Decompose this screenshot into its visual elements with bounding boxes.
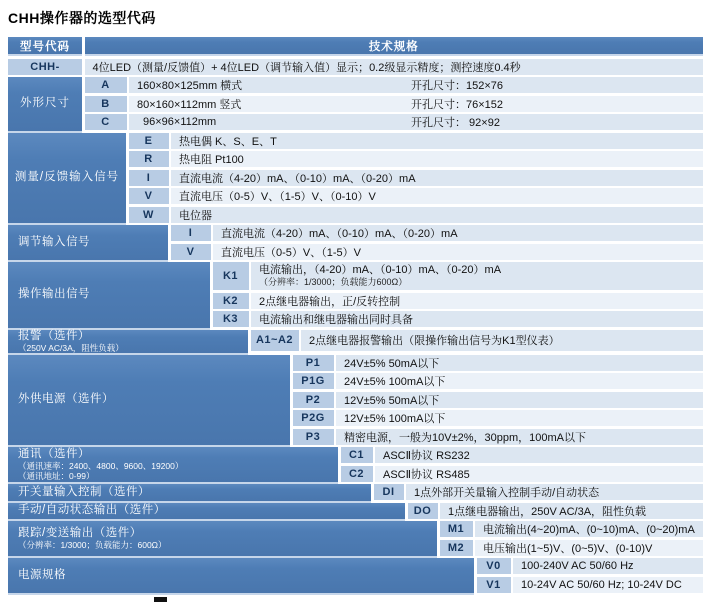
cutout-size-text: 开孔尺寸：152×76: [411, 80, 504, 92]
spec-cell: [129, 77, 703, 93]
category-cell: 调节输入信号: [8, 225, 168, 262]
category-cell: [8, 521, 437, 558]
table-row: [213, 262, 704, 290]
code-cell: V0: [477, 558, 511, 574]
table-row: [440, 540, 704, 556]
spec-cell: 直流电压（0-5）V、（1-5）V: [213, 244, 703, 260]
category-cell: 外供电源（选件）: [8, 355, 290, 448]
table-row: [129, 151, 704, 167]
section-operate-output: [8, 262, 703, 330]
spec-cell: 电流输出和继电器输出同时具备: [251, 311, 703, 327]
table-row-chh: [8, 59, 703, 75]
table-row: [129, 133, 704, 149]
table-row: [85, 77, 704, 93]
spec-cell: 直流电流（4-20）mA、（0-10）mA、（0-20）mA: [171, 170, 703, 186]
table-row: [293, 373, 704, 389]
code-cell: A: [85, 77, 127, 93]
code-cell: C: [85, 114, 127, 130]
code-cell: E: [129, 133, 169, 149]
code-cell: C1: [341, 447, 373, 463]
table-row: [477, 558, 704, 574]
section-track-output: [8, 521, 703, 558]
code-cell: I: [171, 225, 211, 241]
table-row: [477, 577, 704, 593]
spec-cell: 热电偶 K、S、E、T: [171, 133, 703, 149]
section-measure-input: [8, 133, 703, 226]
code-cell: P1G: [293, 373, 334, 389]
table-row: [129, 188, 704, 204]
spec-cell: 精密电源，一般为10V±2%，30ppm，100mA以下: [336, 429, 703, 445]
table-row: [341, 466, 704, 482]
spec-cell: [251, 262, 703, 290]
category-cell: 手动/自动状态输出（选件）: [8, 503, 405, 522]
section-comm: [8, 447, 703, 484]
section-manual-auto-output: [8, 503, 703, 522]
spec-text: 电流输出，（4-20）mA、（0-10）mA、（0-20）mA: [259, 264, 502, 276]
table-row: [129, 207, 704, 223]
section-power: [8, 558, 703, 595]
category-sublabel: （通讯地址：0-99）: [18, 471, 95, 481]
table-row: [213, 311, 704, 327]
category-sublabel: （250V AC/3A，阻性负载）: [18, 342, 124, 353]
code-cell: I: [129, 170, 169, 186]
spec-cell: ASCⅡ协议 RS232: [375, 447, 703, 463]
category-cell: [8, 447, 338, 484]
page-title: CHH操作器的选型代码: [8, 10, 156, 26]
selection-code-table: [8, 37, 703, 595]
spec-text: 80×160×112mm 竖式: [137, 98, 242, 111]
table-row: [171, 244, 704, 260]
code-cell: C2: [341, 466, 373, 482]
code-cell: M2: [440, 540, 473, 556]
header-tech-spec-cell: 技术规格: [85, 37, 704, 56]
code-cell: R: [129, 151, 169, 167]
section-adjust-input: [8, 225, 703, 262]
spec-text: 96×96×112mm: [143, 116, 217, 128]
spec-cell: 12V±5% 50mA以下: [336, 392, 703, 408]
code-cell: P3: [293, 429, 334, 445]
table-row: [129, 170, 704, 186]
category-cell: 测量/反馈输入信号: [8, 133, 126, 226]
table-row: [293, 392, 704, 408]
table-row: [408, 503, 704, 519]
category-cell: 外形尺寸: [8, 77, 82, 133]
table-row: [293, 410, 704, 426]
section-alarm: [8, 330, 703, 355]
spec-cell: 电流输出(4~20)mA、(0~10)mA、(0~20)mA: [475, 521, 703, 537]
spec-cell: 24V±5% 50mA以下: [336, 355, 703, 371]
spec-cell: 12V±5% 100mA以下: [336, 410, 703, 426]
table-row: [85, 114, 704, 130]
code-cell: P1: [293, 355, 334, 371]
code-cell: K3: [213, 311, 249, 327]
table-row: [251, 330, 704, 352]
table-row: [213, 293, 704, 309]
spec-cell: 电压输出(1~5)V、(0~5)V、(0-10)V: [475, 540, 703, 556]
spec-cell: 1点外部开关量输入控制手动/自动状态: [406, 484, 703, 500]
spec-cell: 2点继电器报警输出（限操作输出信号为K1型仪表）: [301, 330, 703, 352]
code-cell: V1: [477, 577, 511, 593]
code-cell: P2: [293, 392, 334, 408]
spec-cell: 直流电压（0-5）V、（1-5）V、（0-10）V: [171, 188, 703, 204]
table-row: [341, 447, 704, 463]
code-cell: DO: [408, 503, 438, 519]
code-cell: A1~A2: [251, 330, 299, 352]
section-switch-input: [8, 484, 703, 503]
code-cell: B: [85, 96, 127, 112]
code-cell: P2G: [293, 410, 334, 426]
code-cell: K2: [213, 293, 249, 309]
table-row: [293, 355, 704, 371]
table-row: [293, 429, 704, 445]
code-cell: K1: [213, 262, 249, 290]
category-cell: 电源规格: [8, 558, 474, 595]
section-ext-power: [8, 355, 703, 448]
spec-cell: 24V±5% 100mA以下: [336, 373, 703, 389]
code-cell: DI: [374, 484, 404, 500]
cutoff-content-mark: [154, 597, 167, 602]
spec-subtext: （分辨率：1/3000；负载能力600Ω）: [259, 277, 408, 287]
spec-cell: 2点继电器输出，正/反转控制: [251, 293, 703, 309]
code-cell: M1: [440, 521, 473, 537]
spec-cell: ASCⅡ协议 RS485: [375, 466, 703, 482]
category-cell: 操作输出信号: [8, 262, 210, 330]
spec-cell: 1点继电器输出，250V AC/3A，阻性负载: [440, 503, 703, 519]
spec-cell: 直流电流（4-20）mA、（0-10）mA、（0-20）mA: [213, 225, 703, 241]
table-header-row: [8, 37, 703, 56]
spec-cell: 10-24V AC 50/60 Hz; 10-24V DC: [513, 577, 703, 593]
spec-cell: 热电阻 Pt100: [171, 151, 703, 167]
code-cell: CHH-: [8, 59, 82, 75]
category-label: 通讯（选件）: [18, 448, 90, 460]
spec-cell: [129, 114, 703, 130]
cutout-size-text: 开孔尺寸：76×152: [411, 98, 504, 111]
header-model-code-cell: 型号代码: [8, 37, 82, 56]
table-row: [440, 521, 704, 537]
category-sublabel: （分辨率：1/3000；负载能力：600Ω）: [18, 540, 167, 550]
spec-cell: 电位器: [171, 207, 703, 223]
table-row: [85, 96, 704, 112]
spec-cell: 100-240V AC 50/60 Hz: [513, 558, 703, 574]
code-cell: V: [171, 244, 211, 260]
code-cell: V: [129, 188, 169, 204]
section-dimensions: [8, 77, 703, 133]
table-row: [171, 225, 704, 241]
category-cell: [8, 330, 248, 355]
spec-cell: [129, 96, 703, 112]
spec-text: 160×80×125mm 横式: [137, 80, 243, 92]
code-cell: W: [129, 207, 169, 223]
category-label: 报警（选件）: [18, 329, 90, 342]
category-sublabel: （通讯速率：2400、4800、9600、19200）: [18, 461, 184, 471]
category-label: 跟踪/变送输出（选件）: [18, 527, 142, 539]
cutout-size-text: 开孔尺寸： 92×92: [411, 117, 500, 129]
spec-cell: 4位LED（测量/反馈值）+ 4位LED（调节输入值）显示；0.2级显示精度；测控速度0.4秒: [85, 59, 704, 75]
table-row: [374, 484, 704, 500]
category-cell: 开关量输入控制（选件）: [8, 484, 371, 503]
